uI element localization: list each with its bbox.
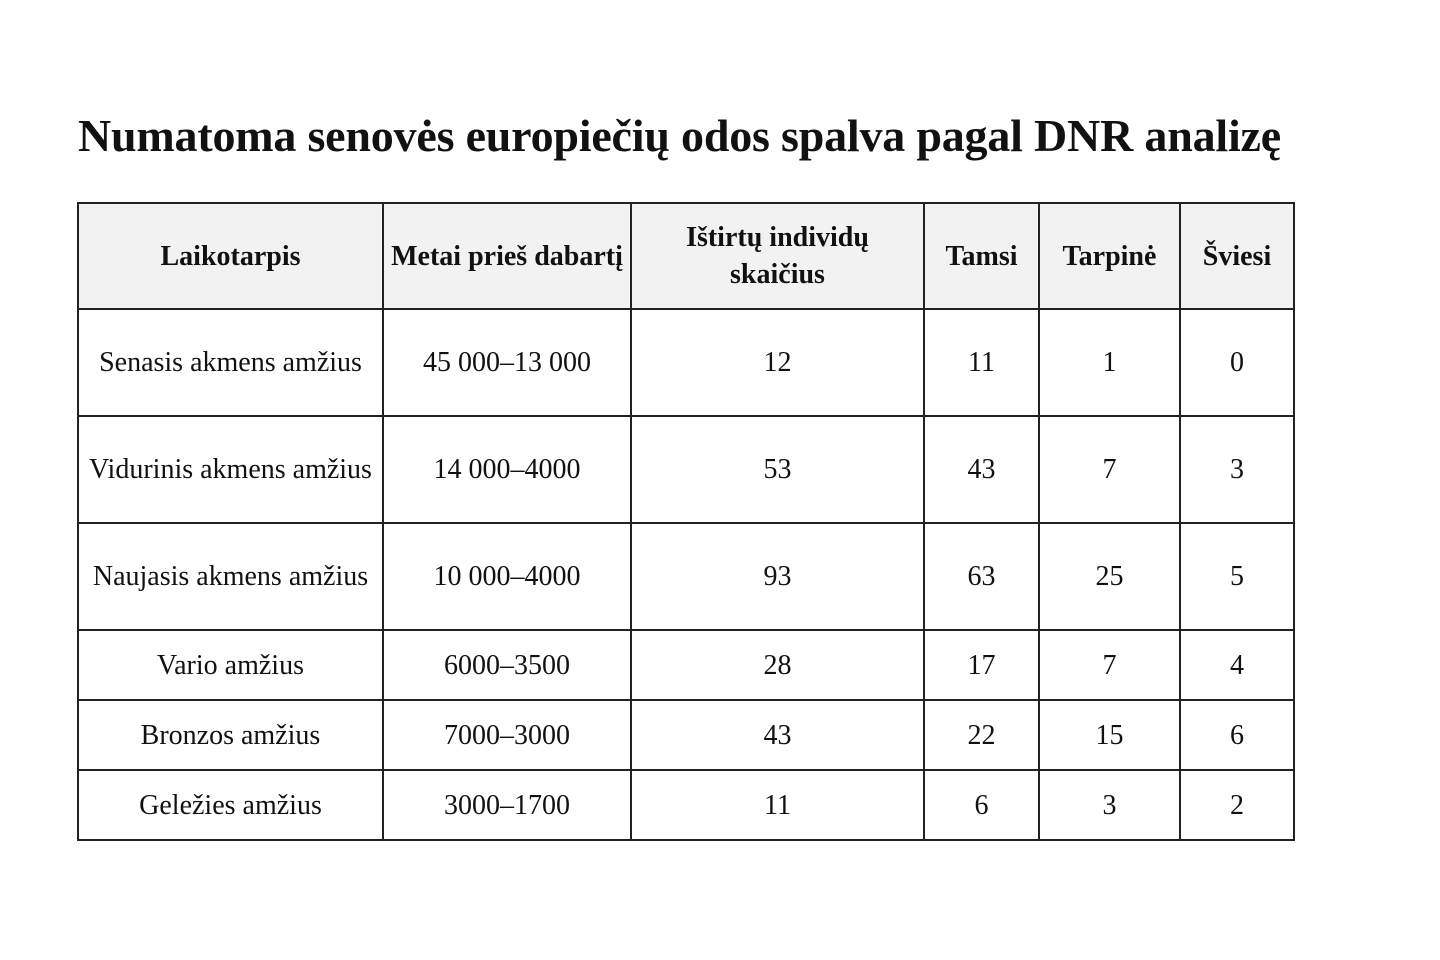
cell-period: Geležies amžius (78, 770, 383, 840)
column-header-period: Laikotarpis (78, 203, 383, 309)
cell-dark: 22 (924, 700, 1039, 770)
cell-intermediate: 3 (1039, 770, 1180, 840)
cell-individuals: 93 (631, 523, 924, 630)
cell-dark: 6 (924, 770, 1039, 840)
cell-dark: 17 (924, 630, 1039, 700)
cell-years: 7000–3000 (383, 700, 631, 770)
table-row (78, 416, 1294, 523)
table-header-row (78, 203, 1294, 309)
page-title: Numatoma senovės europiečių odos spalva pagal DNR analizę (78, 110, 1281, 161)
cell-light: 4 (1180, 630, 1294, 700)
cell-dark: 11 (924, 309, 1039, 416)
cell-period: Vario amžius (78, 630, 383, 700)
cell-intermediate: 25 (1039, 523, 1180, 630)
cell-years: 10 000–4000 (383, 523, 631, 630)
cell-intermediate: 7 (1039, 416, 1180, 523)
cell-light: 2 (1180, 770, 1294, 840)
cell-dark: 63 (924, 523, 1039, 630)
column-header-dark: Tamsi (924, 203, 1039, 309)
cell-individuals: 12 (631, 309, 924, 416)
cell-individuals: 53 (631, 416, 924, 523)
cell-light: 5 (1180, 523, 1294, 630)
cell-individuals: 11 (631, 770, 924, 840)
table-row (78, 523, 1294, 630)
cell-individuals: 28 (631, 630, 924, 700)
table-row (78, 700, 1294, 770)
column-header-individuals-count: Ištirtų individų skaičius (631, 203, 924, 309)
cell-period: Vidurinis akmens amžius (78, 416, 383, 523)
skin-color-table (77, 202, 1295, 841)
cell-light: 0 (1180, 309, 1294, 416)
column-header-intermediate: Tarpinė (1039, 203, 1180, 309)
cell-individuals: 43 (631, 700, 924, 770)
cell-years: 6000–3500 (383, 630, 631, 700)
column-header-light: Šviesi (1180, 203, 1294, 309)
cell-years: 3000–1700 (383, 770, 631, 840)
cell-years: 45 000–13 000 (383, 309, 631, 416)
cell-period: Naujasis akmens amžius (78, 523, 383, 630)
cell-light: 6 (1180, 700, 1294, 770)
table-row (78, 630, 1294, 700)
cell-years: 14 000–4000 (383, 416, 631, 523)
cell-dark: 43 (924, 416, 1039, 523)
cell-intermediate: 1 (1039, 309, 1180, 416)
column-header-years-before-present: Metai prieš dabartį (383, 203, 631, 309)
table-row (78, 309, 1294, 416)
cell-light: 3 (1180, 416, 1294, 523)
cell-intermediate: 15 (1039, 700, 1180, 770)
cell-intermediate: 7 (1039, 630, 1180, 700)
table-row (78, 770, 1294, 840)
cell-period: Bronzos amžius (78, 700, 383, 770)
cell-period: Senasis akmens amžius (78, 309, 383, 416)
